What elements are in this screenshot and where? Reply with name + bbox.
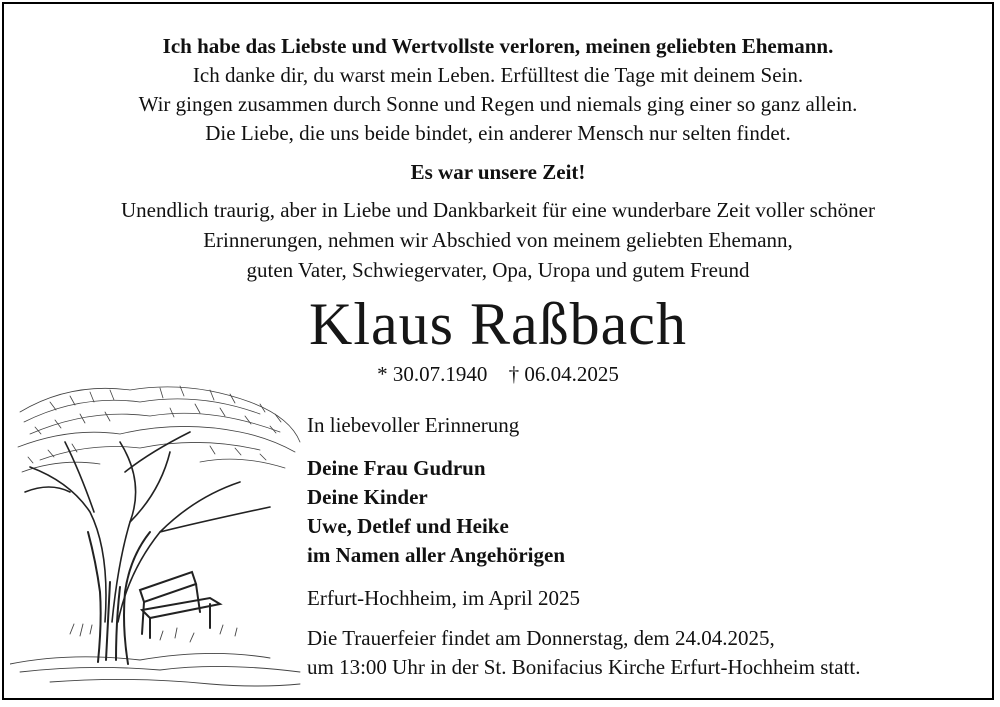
mourner-line-1: Deine Frau Gudrun	[307, 456, 486, 480]
ground	[10, 624, 300, 686]
tree-bench-illustration	[10, 372, 310, 692]
tree-trunk	[88, 532, 150, 664]
funeral-line-2: um 13:00 Uhr in der St. Bonifacius Kirche Erfurt-Hochheim statt.	[307, 655, 861, 679]
bench	[140, 572, 220, 638]
place-date: Erfurt-Hochheim, im April 2025	[307, 586, 580, 610]
mourners-heading: In liebevoller Erinnerung	[307, 413, 520, 437]
announcement-line-2: Erinnerungen, nehmen wir Abschied von meinem geliebten Ehemann,	[203, 228, 793, 252]
motto: Es war unsere Zeit!	[410, 160, 586, 184]
intro-line-2: Ich danke dir, du warst mein Leben. Erfülltest die Tage mit deinem Sein.	[192, 63, 804, 87]
obituary-frame	[2, 2, 994, 700]
mourner-line-2: Deine Kinder	[307, 485, 428, 509]
tree-branches	[25, 432, 270, 622]
intro-line-1: Ich habe das Liebste und Wertvollste verloren, meinen geliebten Ehemann.	[162, 34, 834, 58]
intro-line-4: Die Liebe, die uns beide bindet, ein anderer Mensch nur selten findet.	[205, 121, 791, 145]
announcement-line-1: Unendlich traurig, aber in Liebe und Dankbarkeit für eine wunderbare Zeit voller schöner	[121, 198, 875, 222]
birth-date: * 30.07.1940	[377, 362, 488, 386]
mourner-line-3: Uwe, Detlef und Heike	[307, 514, 509, 538]
announcement-line-3: guten Vater, Schwiegervater, Opa, Uropa und gutem Freund	[246, 258, 750, 282]
intro-line-3: Wir gingen zusammen durch Sonne und Regen und niemals ging einer so ganz allein.	[138, 92, 858, 116]
mourner-line-4: im Namen aller Angehörigen	[307, 543, 566, 567]
death-date: † 06.04.2025	[508, 362, 619, 386]
funeral-line-1: Die Trauerfeier findet am Donnerstag, dem 24.04.2025,	[307, 626, 775, 650]
deceased-name: Klaus Raßbach	[309, 291, 687, 357]
tree-canopy	[18, 386, 300, 472]
